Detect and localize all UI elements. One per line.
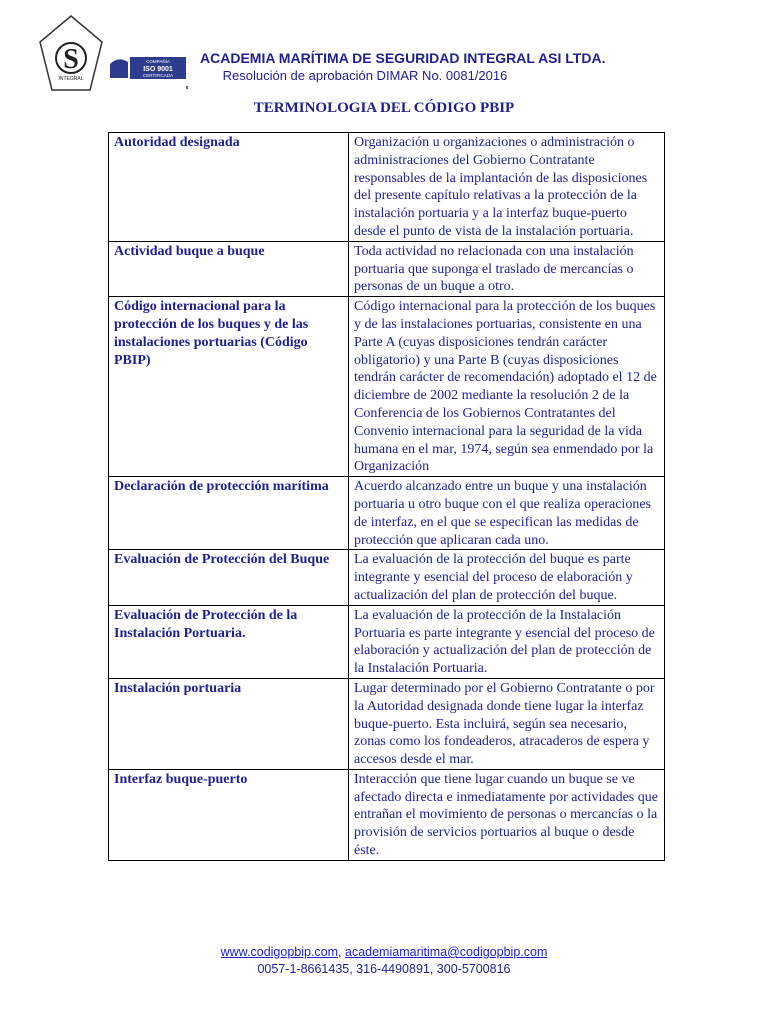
table-row xyxy=(109,133,665,242)
definition-cell: La evaluación de la protección del buque es parte integrante y esencial del proceso de elaboración y actualización del plan de protección del buque. xyxy=(349,550,665,605)
definition-cell: Interacción que tiene lugar cuando un buque se ve afectado directa e inmediatamente por actividades que entrañan el movimiento de personas o mercancías o la provisión de servicios portuarios al buque o desde éste. xyxy=(349,769,665,860)
svg-text:CERTIFICADA: CERTIFICADA xyxy=(143,73,173,78)
footer-separator: , xyxy=(338,945,345,959)
term-cell: Evaluación de Protección de la Instalación Portuaria. xyxy=(109,605,349,678)
term-cell: Evaluación de Protección del Buque xyxy=(109,550,349,605)
email-link[interactable]: academiamaritima@codigopbip.com xyxy=(345,945,548,959)
table-row xyxy=(109,297,665,477)
term-cell: Autoridad designada xyxy=(109,133,349,242)
definition-cell: Código internacional para la protección de los buques y de las instalaciones portuarias, consistente en una Parte A (cuyas disposiciones tendrán carácter obligatorio) y una Parte B (cuyas disposiciones tendrán carácter de recomendación) adoptado el 12 de diciembre de 2002 mediante la resolución 2 de la Conferencia de los Gobiernos Contratantes del Convenio internacional para la seguridad de la vida humana en el mar, 1974, según sea enmendado por la Organización xyxy=(349,297,665,477)
table-row xyxy=(109,477,665,550)
website-link[interactable]: www.codigopbip.com xyxy=(220,945,339,959)
table-row xyxy=(109,678,665,769)
svg-text:ISO 9001: ISO 9001 xyxy=(143,66,173,73)
footer-phone-numbers: 0057-1-8661435, 316-4490891, 300-5700816 xyxy=(257,962,511,976)
term-cell: Instalación portuaria xyxy=(109,678,349,769)
table-row xyxy=(109,769,665,860)
svg-text:INTEGRAL: INTEGRAL xyxy=(58,76,84,82)
definition-cell: Organización u organizaciones o administración o administraciones del Gobierno Contratante responsables de la implantación de las disposiciones del presente capítulo relativas a la protección de la instalación portuaria y a la interfaz buque-puerto desde el punto de vista de la instalación portuaria. xyxy=(349,133,665,242)
resolution-line: Resolución de aprobación DIMAR No. 0081/2016 xyxy=(222,68,508,83)
table-row xyxy=(109,241,665,296)
term-cell: Actividad buque a buque xyxy=(109,241,349,296)
definition-cell: Acuerdo alcanzado entre un buque y una instalación portuaria u otro buque con el que realiza operaciones de interfaz, en el que se especifican las medidas de protección que aplicaran cada uno. xyxy=(349,477,665,550)
term-cell: Interfaz buque-puerto xyxy=(109,769,349,860)
header-tick-mark xyxy=(186,86,188,89)
table-row xyxy=(109,605,665,678)
iso-9001-badge xyxy=(108,54,188,82)
academy-logo-seal xyxy=(38,14,104,92)
definition-cell: La evaluación de la protección de la Instalación Portuaria es parte integrante y esencial del proceso de elaboración y actualización del plan de protección de la Instalación Portuaria. xyxy=(349,605,665,678)
definition-cell: Toda actividad no relacionada con una instalación portuaria que suponga el traslado de mercancías o personas de un buque a otro. xyxy=(349,241,665,296)
definition-cell: Lugar determinado por el Gobierno Contratante o por la Autoridad designada donde tiene lugar la interfaz buque-puerto. Esta incluirá, según sea necesario, zonas como los fondeaderos, atracaderos de espera y accesos desde el mar. xyxy=(349,678,665,769)
svg-text:COMPAÑÍA: COMPAÑÍA xyxy=(146,59,170,64)
term-cell: Declaración de protección marítima xyxy=(109,477,349,550)
term-cell: Código internacional para la protección de los buques y de las instalaciones portuarias (Código PBIP) xyxy=(109,297,349,477)
organization-name: ACADEMIA MARÍTIMA DE SEGURIDAD INTEGRAL ASI LTDA. xyxy=(200,50,606,66)
document-title: TERMINOLOGIA DEL CÓDIGO PBIP xyxy=(253,100,515,116)
terminology-table xyxy=(108,132,665,861)
footer-contact-links xyxy=(0,945,768,959)
svg-text:S: S xyxy=(63,44,79,75)
table-row xyxy=(109,550,665,605)
